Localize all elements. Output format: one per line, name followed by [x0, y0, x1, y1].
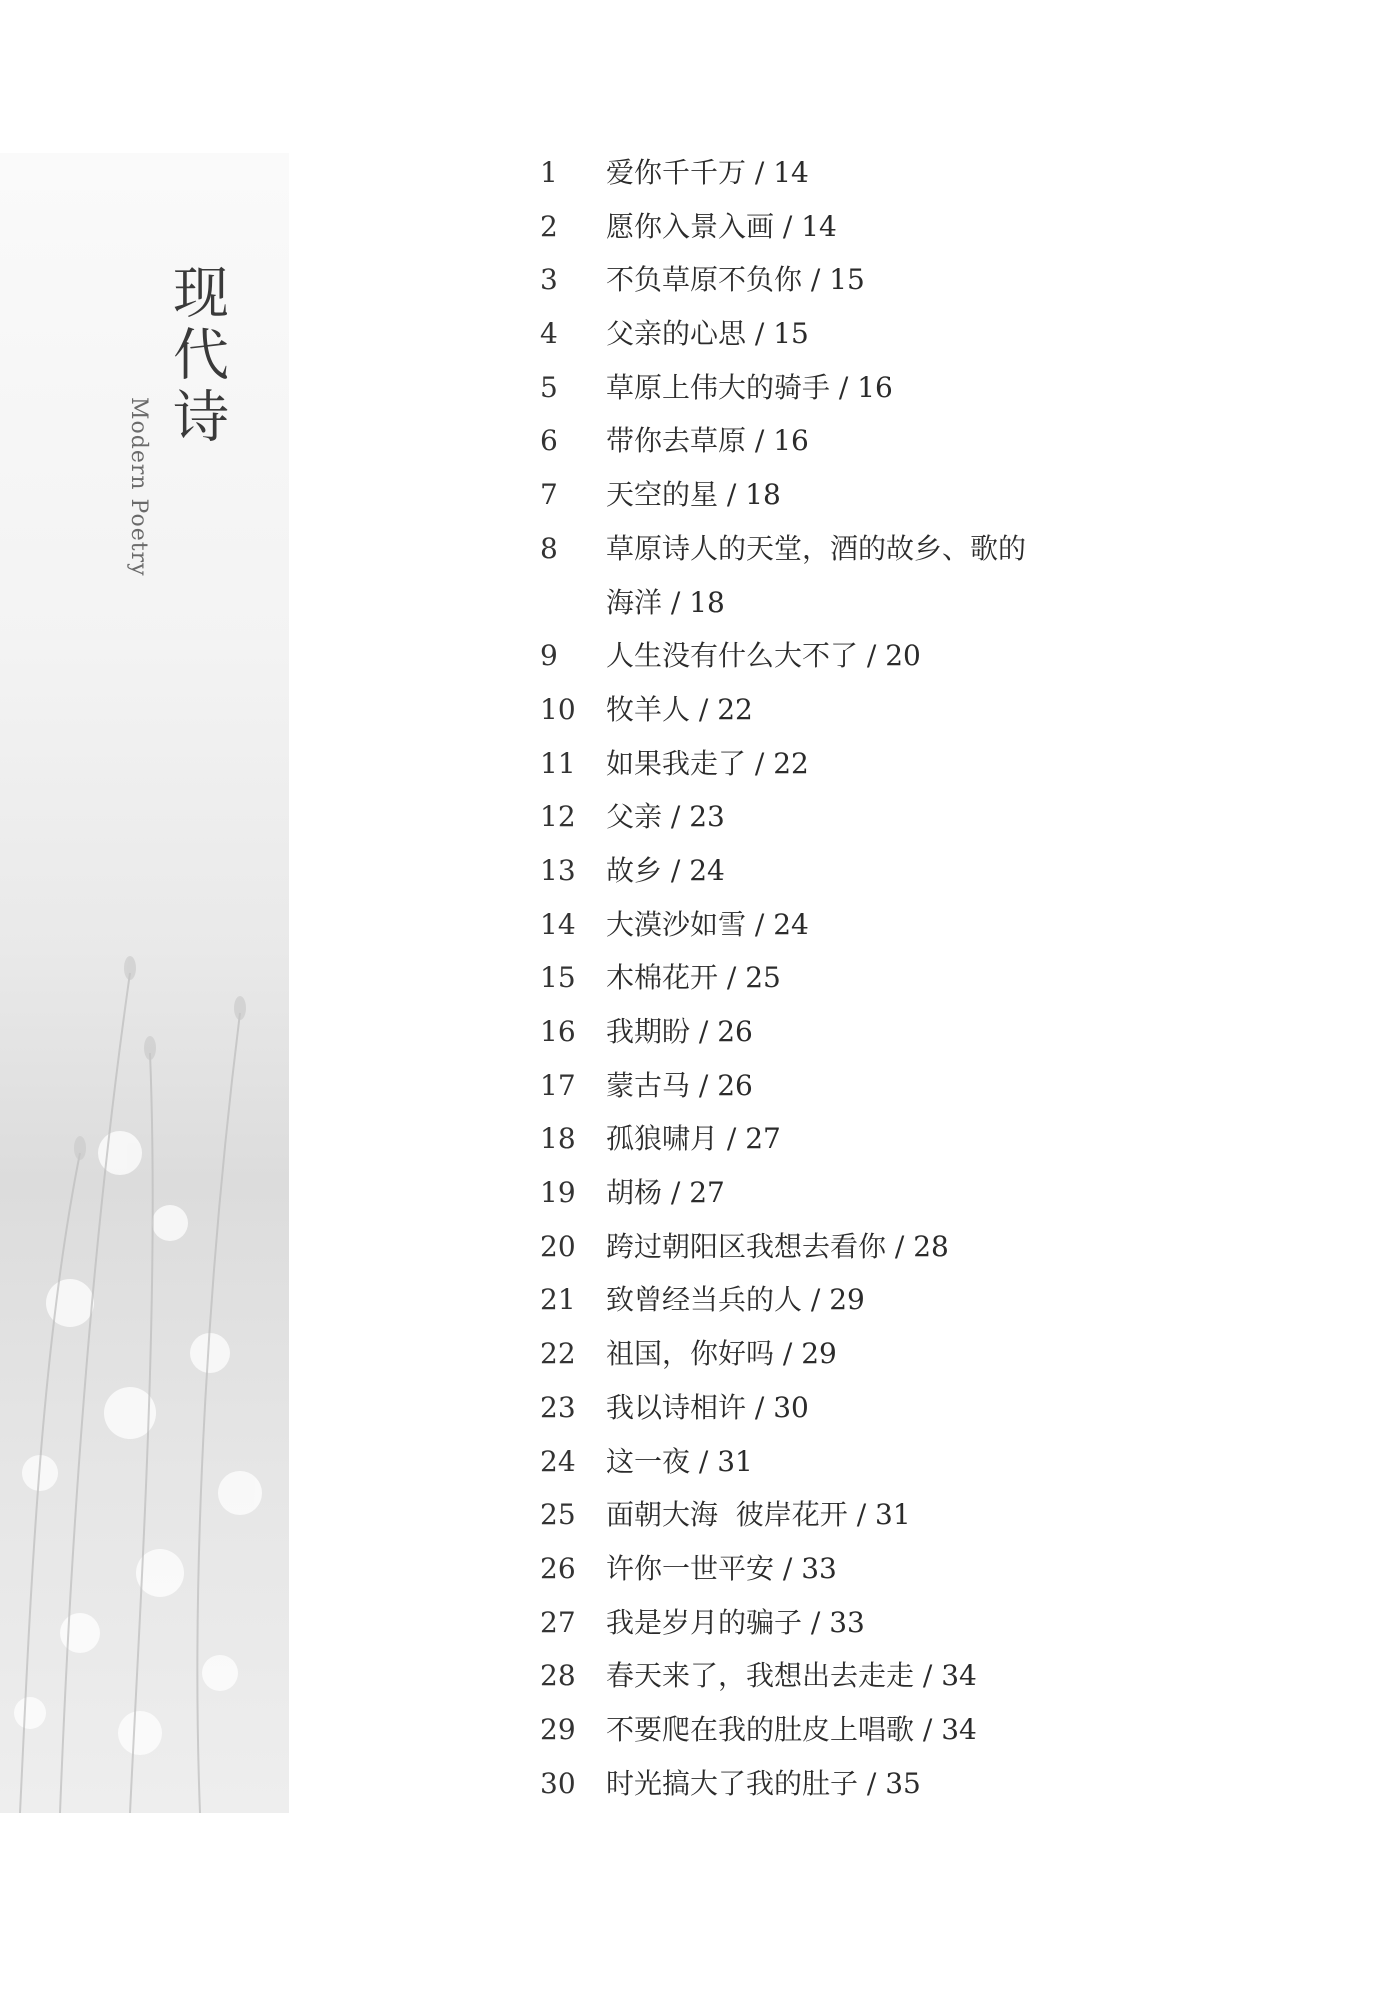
entry-title: 不要爬在我的肚皮上唱歌 / 34 [606, 1712, 977, 1746]
entry-title: 我是岁月的骗子 / 33 [606, 1605, 865, 1639]
toc-entry[interactable] [540, 200, 1340, 254]
entry-title: 人生没有什么大不了 / 20 [606, 639, 921, 673]
entry-number: 10 [540, 692, 576, 726]
toc-entry[interactable] [540, 253, 1340, 307]
toc-entry[interactable] [540, 790, 1340, 844]
toc-entry[interactable] [540, 468, 1340, 522]
entry-title: 我以诗相许 / 30 [606, 1390, 809, 1424]
entry-title: 蒙古马 / 26 [606, 1068, 753, 1102]
entry-title: 愿你入景入画 / 14 [606, 209, 837, 243]
entry-number: 30 [540, 1766, 576, 1800]
entry-title: 父亲的心思 / 15 [606, 317, 809, 351]
entry-title: 草原上伟大的骑手 / 16 [606, 370, 893, 404]
section-subtitle: Modern Poetry [126, 397, 151, 577]
entry-title: 时光搞大了我的肚子 / 35 [606, 1766, 921, 1800]
entry-number: 16 [540, 1015, 576, 1049]
entry-title: 这一夜 / 31 [606, 1444, 753, 1478]
entry-title: 跨过朝阳区我想去看你 / 28 [606, 1229, 949, 1263]
entry-number: 18 [540, 1122, 576, 1156]
entry-number: 9 [540, 639, 558, 673]
toc-entry[interactable] [540, 1059, 1340, 1113]
toc-entry[interactable] [540, 1112, 1340, 1166]
toc-entry[interactable] [540, 1488, 1340, 1542]
entry-title: 牧羊人 / 22 [606, 692, 753, 726]
entry-number: 13 [540, 853, 576, 887]
entry-number: 1 [540, 156, 558, 189]
entry-number: 3 [540, 263, 558, 297]
entry-number: 22 [540, 1337, 576, 1371]
table-of-contents [540, 146, 1340, 1810]
entry-number: 24 [540, 1444, 576, 1478]
entry-title: 故乡 / 24 [606, 853, 725, 887]
entry-number: 4 [540, 317, 558, 351]
entry-title: 爱你千千万 / 14 [606, 156, 809, 189]
entry-title: 不负草原不负你 / 15 [606, 263, 865, 297]
entry-number: 29 [540, 1712, 576, 1746]
entry-title: 带你去草原 / 16 [606, 424, 809, 458]
entry-number: 11 [540, 746, 576, 780]
toc-entry[interactable] [540, 1703, 1340, 1757]
entry-number: 17 [540, 1068, 576, 1102]
toc-entry[interactable] [540, 522, 1340, 629]
toc-entry[interactable] [540, 1542, 1340, 1596]
entry-number: 6 [540, 424, 558, 458]
entry-title: 父亲 / 23 [606, 800, 725, 834]
entry-title: 天空的星 / 18 [606, 478, 781, 512]
toc-entry[interactable] [540, 737, 1340, 791]
toc-entry[interactable] [540, 898, 1340, 952]
entry-number: 25 [540, 1498, 576, 1532]
toc-entry[interactable] [540, 1327, 1340, 1381]
entry-title: 面朝大海 彼岸花开 / 31 [606, 1498, 911, 1532]
toc-entry[interactable] [540, 951, 1340, 1005]
entry-number: 21 [540, 1283, 576, 1317]
toc-entry[interactable] [540, 307, 1340, 361]
entry-title: 春天来了，我想出去走走 / 34 [606, 1659, 977, 1693]
entry-number: 28 [540, 1659, 576, 1693]
entry-number: 26 [540, 1551, 576, 1585]
toc-entry[interactable] [540, 1649, 1340, 1703]
entry-title: 致曾经当兵的人 / 29 [606, 1283, 865, 1317]
entry-title: 如果我走了 / 22 [606, 746, 809, 780]
entry-number: 2 [540, 209, 558, 243]
toc-entry[interactable] [540, 1381, 1340, 1435]
toc-entry[interactable] [540, 683, 1340, 737]
entry-number: 23 [540, 1390, 576, 1424]
toc-entry[interactable] [540, 629, 1340, 683]
entry-number: 20 [540, 1229, 576, 1263]
entry-number: 5 [540, 370, 558, 404]
toc-entry[interactable] [540, 1757, 1340, 1811]
toc-entry[interactable] [540, 361, 1340, 415]
toc-entry[interactable] [540, 1596, 1340, 1650]
entry-title: 祖国，你好吗 / 29 [606, 1337, 837, 1371]
toc-entry[interactable] [540, 414, 1340, 468]
entry-number: 12 [540, 800, 576, 834]
entry-number: 8 [540, 531, 558, 565]
entry-title: 胡杨 / 27 [606, 1176, 725, 1210]
toc-entry[interactable] [540, 1220, 1340, 1274]
toc-entry[interactable] [540, 1166, 1340, 1220]
entry-number: 7 [540, 478, 558, 512]
toc-entry[interactable] [540, 1005, 1340, 1059]
entry-title: 我期盼 / 26 [606, 1015, 753, 1049]
toc-entry[interactable] [540, 146, 1340, 200]
entry-title: 大漠沙如雪 / 24 [606, 907, 809, 941]
entry-number: 19 [540, 1176, 576, 1210]
toc-entry[interactable] [540, 1435, 1340, 1489]
toc-entry[interactable] [540, 1273, 1340, 1327]
entry-title: 草原诗人的天堂，酒的故乡、歌的海洋 / 18 [606, 531, 1027, 619]
entry-title: 孤狼啸月 / 27 [606, 1122, 781, 1156]
entry-number: 15 [540, 961, 576, 995]
entry-title: 许你一世平安 / 33 [606, 1551, 837, 1585]
section-title: 现代诗 [164, 263, 229, 449]
entry-title: 木棉花开 / 25 [606, 961, 781, 995]
entry-number: 14 [540, 907, 576, 941]
toc-entry[interactable] [540, 844, 1340, 898]
entry-number: 27 [540, 1605, 576, 1639]
